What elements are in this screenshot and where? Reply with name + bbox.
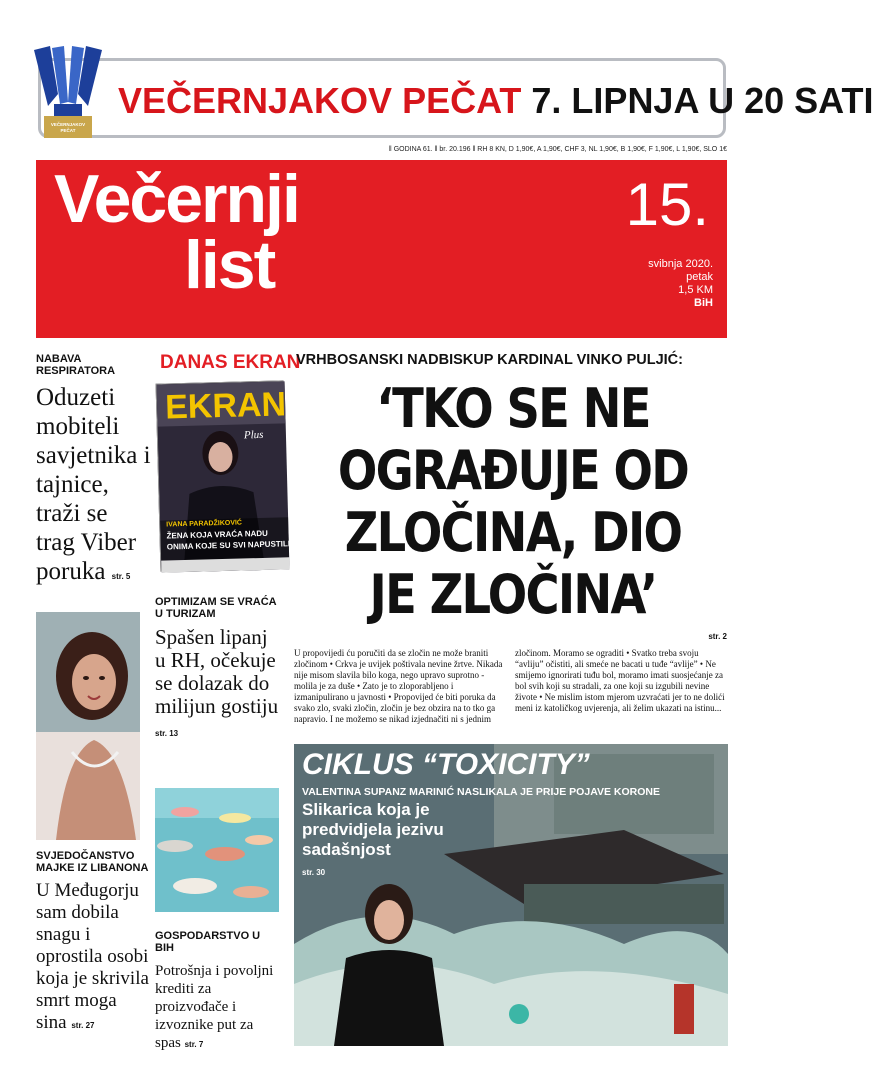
award-trophy-icon: [30, 44, 106, 140]
promo-red-text: VEČERNJAKOV PEČAT: [118, 80, 522, 121]
promo-headline[interactable]: [118, 76, 874, 126]
story-headline: U Međugorju sam dobila snagu i oprostila osobi koja je skrivila smrt moga sina str. 27: [36, 880, 149, 1033]
mother-portrait-photo: [36, 612, 140, 840]
story-headline: Spašen lipanj u RH, očekuje se dolazak do milijun gostiju str. 13: [155, 625, 279, 738]
feature-page-ref: str. 30: [302, 868, 326, 877]
story-kicker: GOSPODARSTVO U BIH: [155, 930, 261, 954]
issue-edition: BiH: [694, 297, 713, 309]
story-headline: Potrošnja i povoljni krediti za proizvođače i izvoznike put za spas str. 7: [155, 963, 274, 1051]
page-ref: str. 7: [184, 1040, 204, 1049]
issue-price: 1,5 KM: [678, 284, 713, 296]
issue-weekday: petak: [686, 271, 713, 283]
feature-teaser: Slikarica koja je predvidjela jezivu sadašnjost: [302, 800, 444, 859]
svg-text:ŽENA KOJA VRAĆA NADU: ŽENA KOJA VRAĆA NADU: [166, 528, 268, 541]
main-headline[interactable]: ‘TKO SE NE OGRAĐUJE OD ZLOČINA, DIO JE ZLOČINA’: [337, 377, 689, 626]
main-page-ref: str. 2: [708, 632, 727, 641]
story-kicker: SVJEDOČANSTVO MAJKE IZ LIBANONA: [36, 850, 149, 874]
ekran-label[interactable]: DANAS EKRAN: [160, 352, 301, 373]
story-headline: Oduzeti mobiteli savjetnika i tajnice, traži se trag Viber poruka str. 5: [36, 384, 151, 585]
page-ref: str. 27: [71, 1021, 95, 1030]
ekran-cover-name: IVANA PARADŽIKOVIĆ: [166, 519, 243, 529]
main-story-body: U propovijedi ću poručiti da se zločin ne može braniti zločinom • Crkva je uvijek poštivala nevine žrtve. Nikada nije misom slavila bilo koga, nego upravo suprotno - molila je za duše • Zato je to zloporabljeno i izmanipulirano u javnosti • Propovijed će biti poruka da svako zlo, svaki zločin, zločin je bez obzira na to tko ga napravio. I ne možemo se nikad izjednačiti ni s jednim zločinom. Moramo se ograditi • Svatko treba svoju “avliju” očistiti, ali smeće ne bacati u tuđe “avlije” • Ne smijemo ignorirati tuđu bol, moramo imati suosjećanje za bol svih koji su stradali, za one koji su izgubili nevine živote • Ne mislim istom mjerom uzvraćati jer to ne dolići meni iz katoličkog uvjerenja, ali želim ukazati na istinu...: [294, 648, 725, 724]
ekran-magazine-cover[interactable]: [156, 380, 289, 571]
feature-subtitle: VALENTINA SUPANZ MARINIĆ NASLIKALA JE PRIJE POJAVE KORONE: [302, 786, 661, 798]
sea-swimmers-photo: [155, 788, 279, 912]
issue-day: 15.: [625, 171, 709, 238]
story-kicker: NABAVA RESPIRATORA: [36, 353, 116, 377]
feature-toxicity[interactable]: [294, 744, 728, 1046]
issue-date-info: [648, 258, 713, 310]
story-tourism[interactable]: [155, 596, 279, 745]
ekran-cover-title: EKRAN: [164, 385, 287, 427]
newspaper-logo[interactable]: [54, 161, 299, 303]
story-lebanon[interactable]: [36, 850, 152, 1037]
logo-line-2: list: [184, 227, 275, 303]
story-respirators[interactable]: [36, 353, 152, 591]
ekran-cover-plus: Plus: [243, 428, 264, 442]
page-ref: str. 5: [111, 572, 131, 581]
logo-line-1: Večernji: [54, 161, 299, 237]
svg-text:VEČERNJAKOV: VEČERNJAKOV: [50, 122, 86, 127]
issue-info: ‖ GODINA 61. ‖ br. 20.196 ‖ RH 8 KN, D 1,90€, A 1,90€, CHF 3, NL 1,90€, B 1,90€, F 1,90€, L 1,90€, SLO 1€: [388, 146, 727, 153]
svg-text:PEČAT: PEČAT: [60, 128, 76, 133]
main-story-kicker[interactable]: VRHBOSANSKI NADBISKUP KARDINAL VINKO PULJIĆ:: [296, 352, 683, 368]
svg-text:ONIMA KOJE SU SVI NAPUSTILI: ONIMA KOJE SU SVI NAPUSTILI: [166, 539, 291, 552]
promo-date-text: 7. LIPNJA U 20 SATI: [521, 80, 874, 121]
masthead[interactable]: [36, 160, 727, 338]
feature-title: CIKLUS “TOXICITY”: [302, 748, 590, 781]
ekran-cover-image: [157, 381, 290, 572]
story-kicker: OPTIMIZAM SE VRAĆA U TURIZAM: [155, 596, 277, 620]
story-economy[interactable]: [155, 930, 279, 1054]
issue-month-year: svibnja 2020.: [648, 258, 713, 270]
page-ref: str. 13: [155, 729, 179, 738]
